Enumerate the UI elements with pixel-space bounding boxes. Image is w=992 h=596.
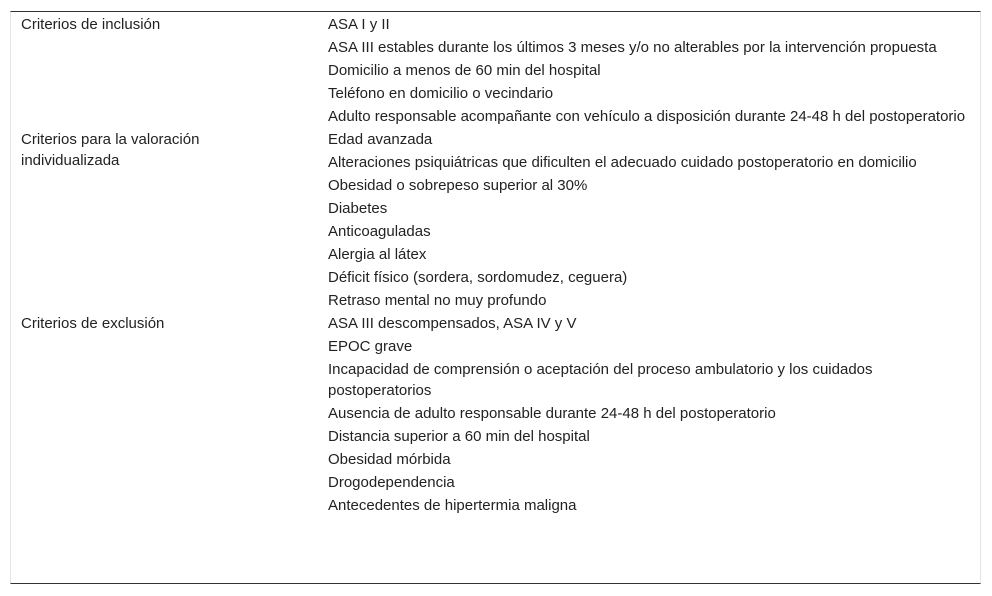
list-item: Drogodependencia [328, 474, 455, 491]
list-item: Obesidad o sobrepeso superior al 30% [328, 177, 588, 194]
criteria-table [10, 11, 981, 584]
list-item: Domicilio a menos de 60 min del hospital [328, 62, 601, 79]
section-label-exclusion: Criterios de exclusión [21, 315, 165, 332]
list-item: Distancia superior a 60 min del hospital [328, 428, 590, 445]
list-item: Retraso mental no muy profundo [328, 292, 547, 309]
list-item: Edad avanzada [328, 131, 433, 148]
list-item: ASA III descompensados, ASA IV y V [328, 315, 577, 332]
list-item: Déficit físico (sordera, sordomudez, ceguera) [328, 269, 628, 286]
list-item: ASA III estables durante los últimos 3 meses y/o no alterables por la intervención propuesta [328, 39, 937, 56]
list-item: Ausencia de adulto responsable durante 24-48 h del postoperatorio [328, 405, 776, 422]
list-item: ASA I y II [328, 16, 390, 33]
section-exclusion [11, 313, 980, 518]
list-item: Antecedentes de hipertermia maligna [328, 497, 577, 514]
section-label-inclusion: Criterios de inclusión [21, 16, 161, 33]
list-item: Anticoaguladas [328, 223, 431, 240]
items-exclusion [328, 313, 968, 518]
section-individual-assessment [11, 129, 980, 313]
list-item: Adulto responsable acompañante con vehículo a disposición durante 24-48 h del postoperatorio [328, 108, 966, 125]
items-inclusion [328, 14, 968, 129]
list-item: Alergia al látex [328, 246, 427, 263]
list-item: Incapacidad de comprensión o aceptación del proceso ambulatorio y los cuidados postoperatorios [328, 361, 873, 399]
list-item: Alteraciones psiquiátricas que dificulten el adecuado cuidado postoperatorio en domicilio [328, 154, 917, 171]
list-item: Diabetes [328, 200, 388, 217]
list-item: Teléfono en domicilio o vecindario [328, 85, 554, 102]
section-label-individual-assessment: Criterios para la valoración individualizada [21, 131, 200, 169]
list-item: EPOC grave [328, 338, 413, 355]
section-inclusion [11, 12, 980, 129]
list-item: Obesidad mórbida [328, 451, 451, 468]
items-individual-assessment [328, 129, 968, 313]
